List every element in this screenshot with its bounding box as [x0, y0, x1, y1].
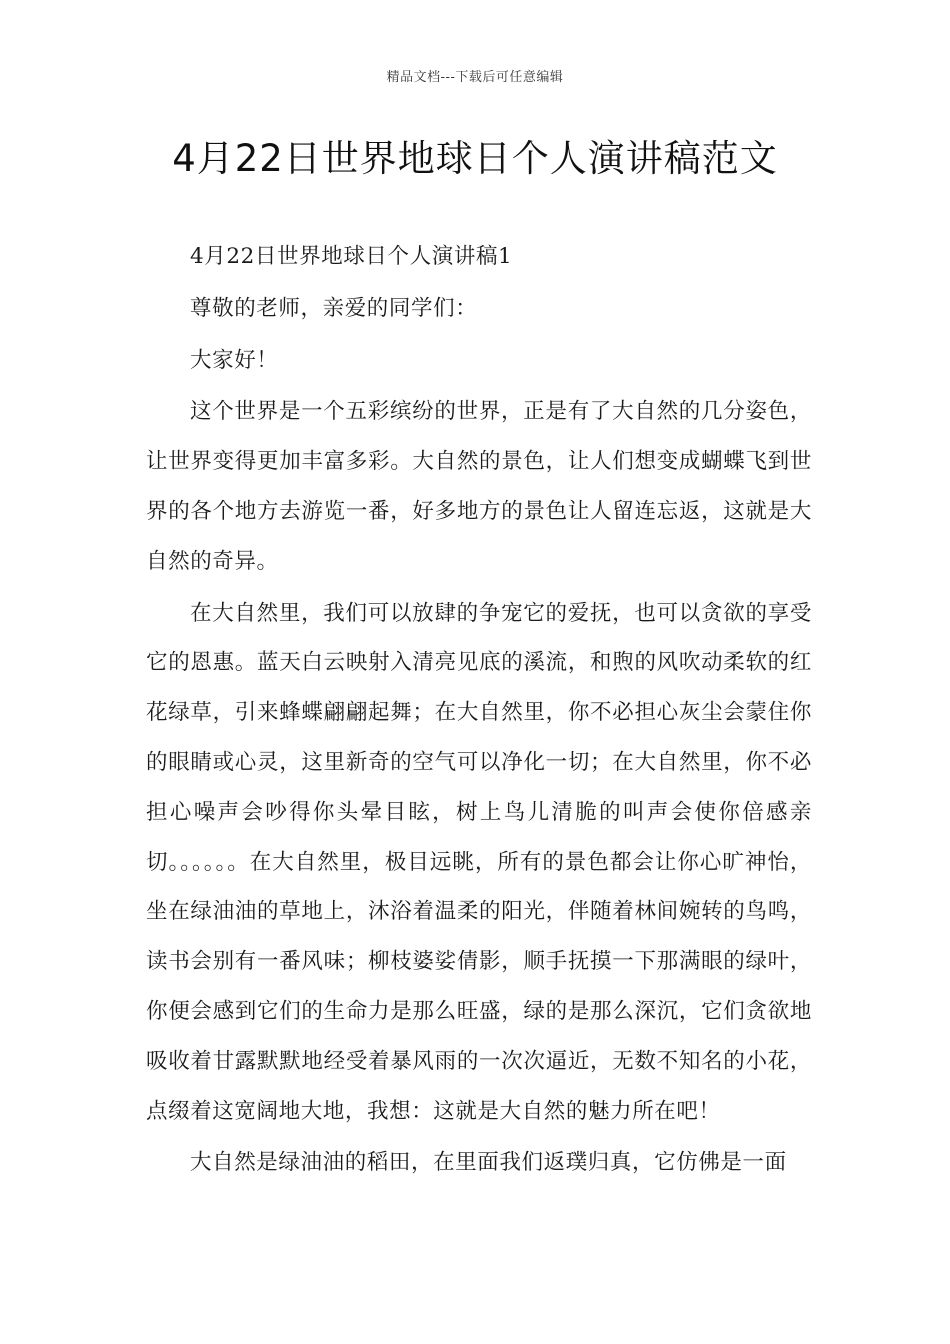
- header-note: 精品文档---下载后可任意编辑: [386, 70, 564, 85]
- body-paragraph: 大自然是绿油油的稻田，在里面我们返璞归真，它仿佛是一面: [190, 1150, 787, 1176]
- body-paragraph: 在大自然里，我们可以放肆的争宠它的爱抚，也可以贪欲的享受它的恩惠。蓝天白云映射入清亮见底的溪流，和煦的风吹动柔软的红花绿草，引来蜂蝶翩翩起舞；在大自然里，你不必担心灰尘会蒙住你的眼睛或心灵，这里新奇的空气可以净化一切；在大自然里，你不必担心噪声会吵得你头晕目眩，树上鸟儿清脆的叫声会使你倍感亲切。。。。。。在大自然里，极目远眺，所有的景色都会让你心旷神怡，坐在绿油油的草地上，沐浴着温柔的阳光，伴随着林间婉转的鸟鸣，读书会别有一番风味；柳枝婆娑倩影，顺手抚摸一下那满眼的绿叶，你便会感到它们的生命力是那么旺盛，绿的是那么深沉，它们贪欲地吸收着甘露默默地经受着暴风雨的一次次逼近，无数不知名的小花，点缀着这宽阔地大地，我想：这就是大自然的魅力所在吧！: [146, 600, 812, 1124]
- document-title: 4月22日世界地球日个人演讲稿范文: [172, 137, 778, 180]
- body-paragraph: 这个世界是一个五彩缤纷的世界，正是有了大自然的几分姿色，让世界变得更加丰富多彩。大自然的景色，让人们想变成蝴蝶飞到世界的各个地方去游览一番，好多地方的景色让人留连忘返，这就是大自然的奇异。: [146, 399, 812, 574]
- document-body: [146, 232, 812, 1190]
- salutation: 尊敬的老师，亲爱的同学们：: [190, 295, 478, 321]
- greeting: 大家好！: [190, 347, 279, 373]
- speech-subtitle: 4月22日世界地球日个人演讲稿1: [190, 244, 513, 269]
